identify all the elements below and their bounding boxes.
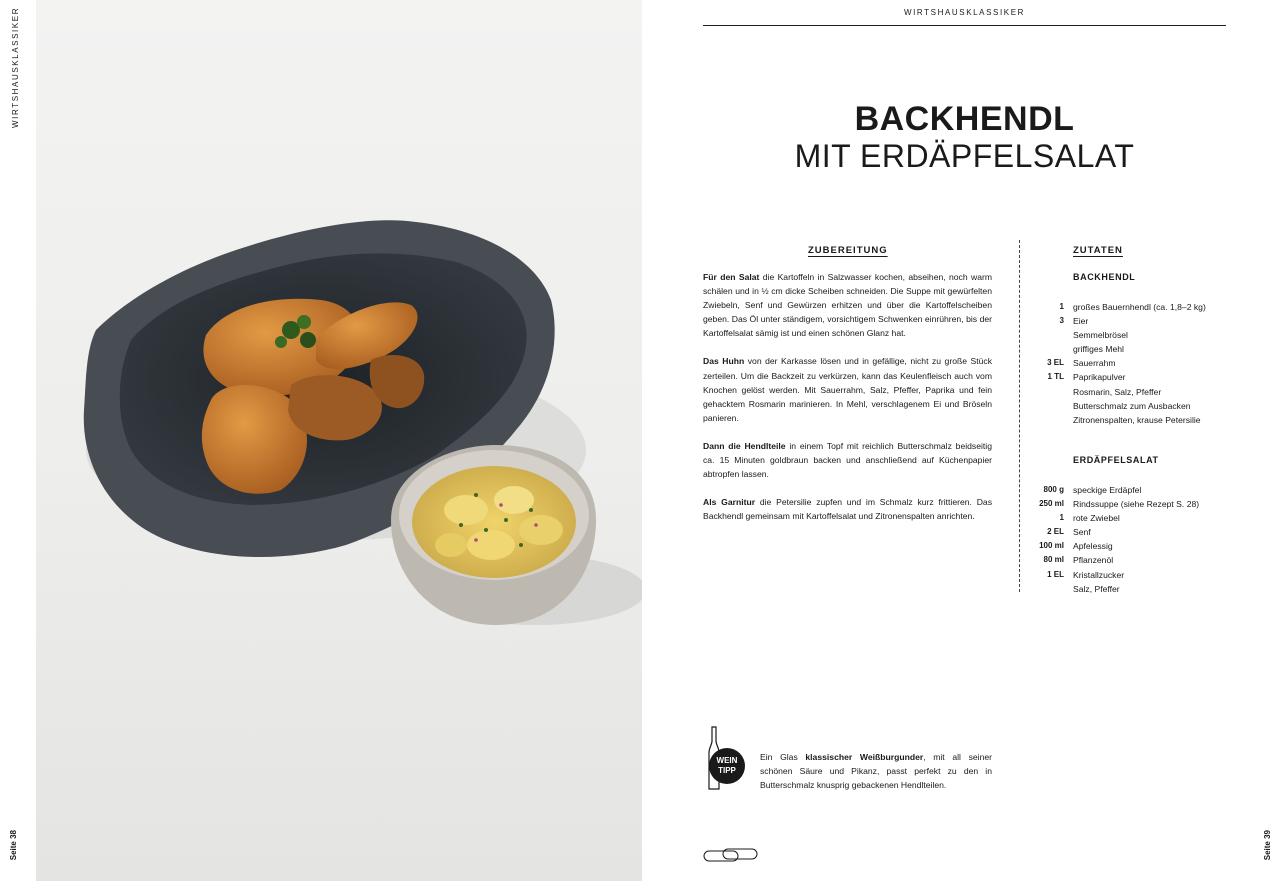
running-head: WIRTSHAUSKLASSIKER bbox=[903, 8, 1026, 17]
prep-lead: Als Garnitur bbox=[703, 497, 756, 508]
ingredient-row bbox=[1030, 385, 1230, 399]
left-running-head: WIRTSHAUSKLASSIKER bbox=[11, 6, 20, 128]
ingredient-row bbox=[1030, 568, 1230, 582]
ingredient-qty: 3 EL bbox=[1047, 358, 1064, 368]
prep-body: die Kartoffeln in Salzwasser kochen, abseihen, noch warm schälen und in ½ cm dicke Scheiben schneiden. Die Suppe mit gewürfelten Zwiebeln, Senf und Gewürzen erhitzen und über die Kartoffelscheiben geben. Das Öl unter ständigem, vorsichtigem Schwenken einrühren, bis der Kartoffelsalat sämig ist und einen schönen Glanz hat. bbox=[703, 272, 993, 339]
ingredient-qty: 1 EL bbox=[1047, 569, 1064, 579]
column-divider bbox=[1019, 240, 1020, 592]
zutaten-heading: ZUTATEN bbox=[1073, 245, 1123, 256]
ingredient-row bbox=[1030, 553, 1230, 567]
wine-badge-line1: WEIN bbox=[716, 756, 738, 765]
ingredient-group-erdaepfelsalat bbox=[1030, 455, 1230, 596]
wine-text-pre: Ein Glas bbox=[760, 752, 806, 762]
recipe-subtitle: MIT ERDÄPFELSALAT bbox=[794, 138, 1135, 174]
ingredient-name: Zitronenspalten, krause Petersilie bbox=[1073, 414, 1201, 425]
ingredient-qty bbox=[1030, 328, 1073, 342]
prep-body: von der Karkasse lösen und in gefällige, nicht zu große Stück zerteilen. Um die Backzeit zu verkürzen, kann das Keulenfleisch auch vom Knochen gelöst werden. Mit Sauerrahm, Salz, Pfeffer, Paprika und fein gehacktem Rosmarin marinieren. In Mehl, verschlagenem Ei und Bröseln panieren. bbox=[703, 356, 993, 423]
prep-lead: Das Huhn bbox=[703, 356, 745, 367]
wine-bottle-icon bbox=[703, 725, 753, 795]
wine-text-bold: klassischer Weißburgunder bbox=[805, 752, 924, 762]
header-rule bbox=[703, 25, 1226, 26]
ingredient-qty: 1 bbox=[1059, 302, 1064, 311]
ingredient-name: Pflanzenöl bbox=[1073, 555, 1114, 566]
left-margin bbox=[0, 0, 36, 881]
ingredient-name: Senf bbox=[1073, 527, 1091, 538]
prep-lead: Für den Salat bbox=[703, 272, 760, 282]
ingredient-row bbox=[1030, 356, 1230, 370]
ingredient-qty bbox=[1030, 582, 1073, 596]
ingredient-name: Semmelbrösel bbox=[1073, 330, 1128, 341]
ingredient-row bbox=[1030, 314, 1230, 328]
ingredient-qty bbox=[1030, 413, 1073, 427]
ingredient-row bbox=[1030, 413, 1230, 427]
prep-lead: Dann die Hendlteile bbox=[703, 440, 786, 451]
ingredient-qty: 250 ml bbox=[1039, 499, 1064, 509]
ingredient-row bbox=[1030, 525, 1230, 539]
prep-paragraph bbox=[703, 270, 992, 340]
ingredient-name: Rosmarin, Salz, Pfeffer bbox=[1073, 386, 1162, 397]
ingredient-row bbox=[1030, 497, 1230, 511]
ingredient-qty: 1 bbox=[1059, 513, 1064, 523]
ingredient-qty: 1 TL bbox=[1047, 372, 1064, 382]
ingredient-name: Paprikapulver bbox=[1073, 372, 1126, 383]
ingredient-name: Butterschmalz zum Ausbacken bbox=[1073, 400, 1191, 411]
ingredient-qty: 3 bbox=[1059, 316, 1064, 326]
wine-tip-text bbox=[760, 750, 992, 792]
prep-paragraph bbox=[703, 354, 992, 424]
ingredient-row bbox=[1030, 328, 1230, 342]
ingredient-name: Apfelessig bbox=[1073, 541, 1113, 552]
ingredient-group-title: ERDÄPFELSALAT bbox=[1073, 455, 1159, 465]
ingredient-name: speckige Erdäpfel bbox=[1073, 485, 1142, 495]
prep-paragraph bbox=[703, 495, 992, 523]
ingredient-row bbox=[1030, 582, 1230, 596]
publisher-logo-icon bbox=[703, 848, 759, 869]
page-number-right: Seite 39 bbox=[1263, 830, 1272, 861]
wine-badge-line2: TIPP bbox=[718, 766, 736, 775]
ingredient-row bbox=[1030, 300, 1230, 314]
ingredient-row bbox=[1030, 511, 1230, 525]
ingredient-row bbox=[1030, 483, 1230, 497]
ingredient-group-title: BACKHENDL bbox=[1073, 272, 1136, 282]
ingredient-group-backhendl bbox=[1030, 272, 1230, 427]
ingredient-name: großes Bauernhendl (ca. 1,8–2 kg) bbox=[1073, 302, 1206, 312]
ingredient-name: Salz, Pfeffer bbox=[1073, 583, 1120, 594]
ingredient-qty: 80 ml bbox=[1043, 555, 1064, 565]
ingredient-row bbox=[1030, 342, 1230, 356]
ingredient-qty: 2 EL bbox=[1047, 527, 1064, 537]
ingredient-name: Eier bbox=[1073, 316, 1089, 327]
ingredient-qty bbox=[1030, 385, 1073, 399]
ingredient-name: Sauerrahm bbox=[1073, 358, 1116, 369]
zubereitung-heading: ZUBEREITUNG bbox=[808, 245, 888, 256]
ingredient-qty: 800 g bbox=[1043, 485, 1064, 494]
prep-body: in einem Topf mit reichlich Butterschmalz beidseitig ca. 15 Minuten goldbraun backen und anschließend auf Küchenpapier abtropfen lassen. bbox=[703, 440, 992, 480]
ingredient-name: Kristallzucker bbox=[1073, 569, 1125, 580]
recipe-title: BACKHENDL bbox=[854, 100, 1075, 138]
ingredient-name: Rindssuppe (siehe Rezept S. 28) bbox=[1073, 499, 1200, 510]
ingredient-qty bbox=[1030, 342, 1073, 356]
prep-body: die Petersilie zupfen und im Schmalz kurz frittieren. Das Backhendl gemeinsam mit Kartoffelsalat und Zitronenspalten anrichten. bbox=[703, 497, 992, 522]
ingredient-row bbox=[1030, 370, 1230, 384]
ingredient-name: rote Zwiebel bbox=[1073, 513, 1120, 524]
ingredient-qty bbox=[1030, 399, 1073, 413]
page-number-left: Seite 38 bbox=[9, 830, 18, 861]
preparation-text bbox=[703, 270, 992, 537]
ingredient-row bbox=[1030, 539, 1230, 553]
food-photo bbox=[36, 0, 642, 881]
ingredient-qty: 100 ml bbox=[1039, 541, 1064, 551]
ingredient-row bbox=[1030, 399, 1230, 413]
wine-text-post: , mit all seiner schönen Säure und Pikanz, passt perfekt zu den in Butterschmalz knusprig gebackenen Hendlteilen. bbox=[760, 752, 992, 791]
ingredient-name: griffiges Mehl bbox=[1073, 344, 1124, 355]
prep-paragraph bbox=[703, 439, 992, 481]
